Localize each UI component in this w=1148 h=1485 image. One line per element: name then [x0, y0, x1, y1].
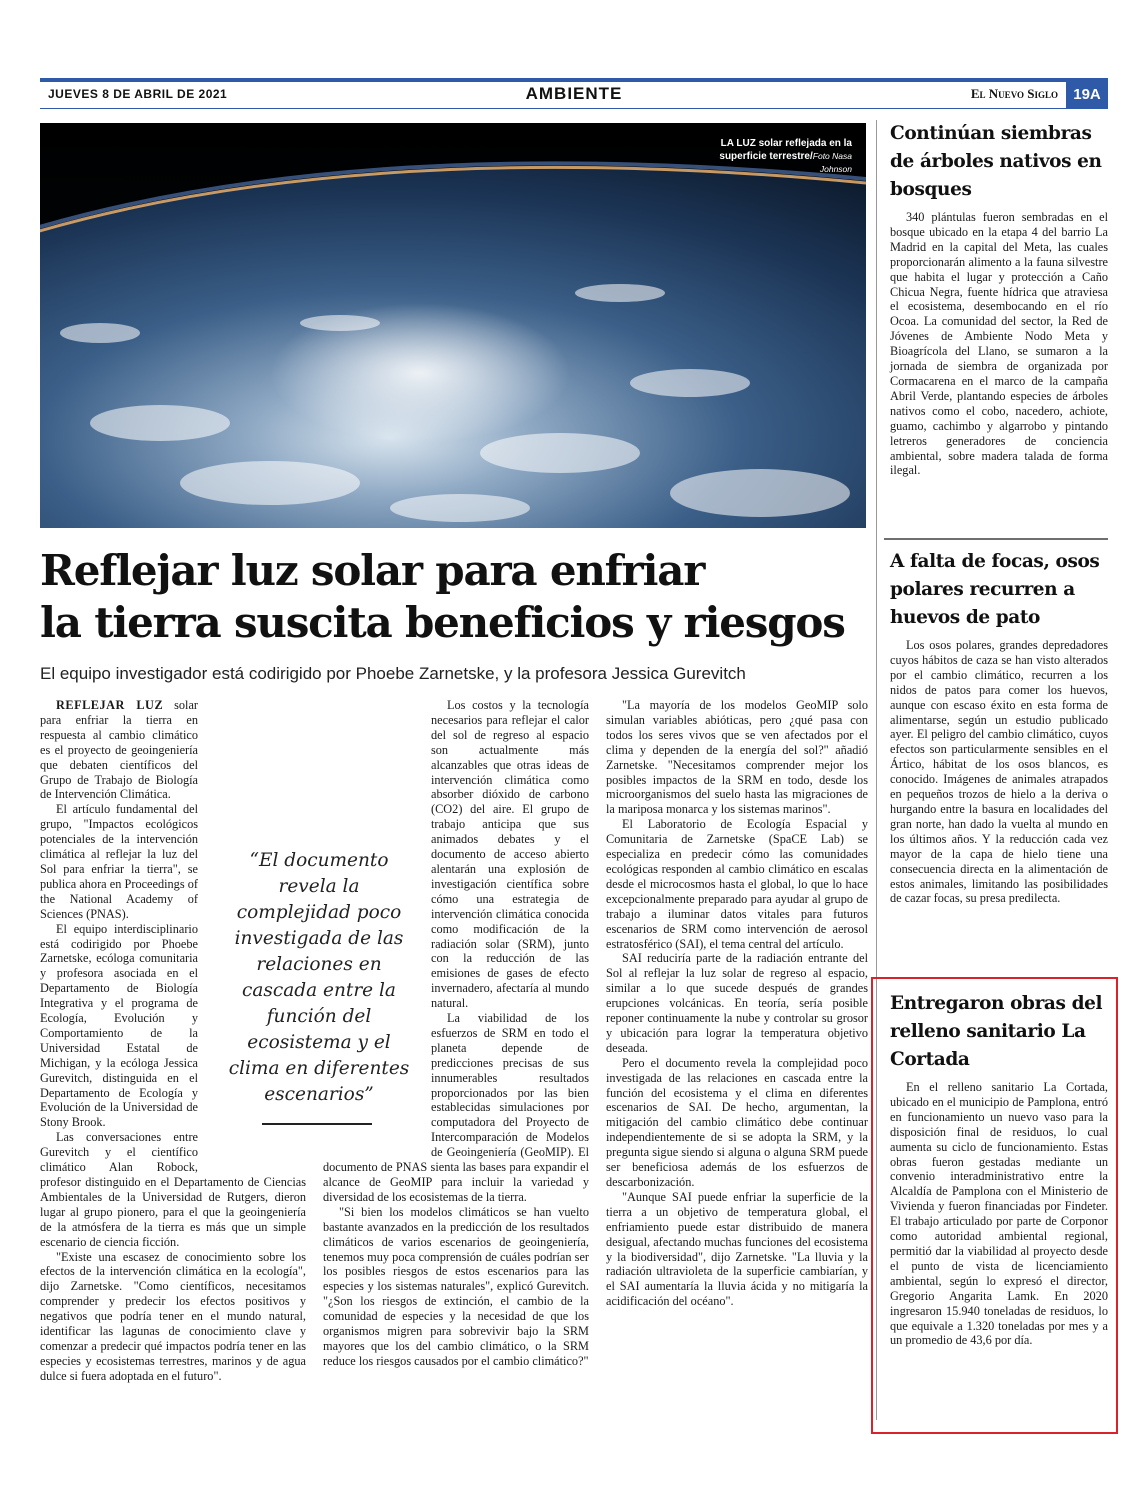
article-paragraph: "Existe una escasez de conocimiento sobre los efectos de la intervención climática en la ecología", dijo Zarnetske. "Como científicos, necesitamos comprender y predecir los efectos positivos y negativos que podría tener en el mundo natural, identificar las lagunas de conocimiento clave y comenzar a predecir qué impactos podría tener en las especies y ecosistemas terrestres, marinos y de agua dulce si fuera adoptada en el futuro". [40, 1249, 306, 1383]
photo-caption [702, 137, 852, 176]
article-paragraph [40, 698, 306, 802]
earth-from-space-photo [40, 123, 866, 528]
lead-caps: REFLEJAR LUZ [56, 698, 164, 712]
article-paragraph: Pero el documento revela la complejidad poco investigada de las relaciones en cascada entre la función del ecosistema y el clima en diferentes escenarios de SAI. De hecho, argumentan, la mitigación del cambio climático debe continuar independientemente de si se adopta la SRM, y la pregunta sigue siendo si alguna o alguna SRM puede ser beneficiosa además de los esfuerzos de descarbonización. [606, 1055, 868, 1189]
page-header [40, 78, 1108, 109]
article-subhead: El equipo investigador está codirigido por Phoebe Zarnetske, y la profesora Jessica Gurevitch [40, 664, 746, 683]
brief-body: En el relleno sanitario La Cortada, ubicado en el municipio de Pamplona, entró en funcionamiento un nuevo vaso para la disposición final de residuos, lo cual aumenta su ciclo de funcionamiento. Estas obras fueron gestadas mediante un convenio interadministrativo entre la Alcaldía de Pamplona con el Ministerio de Vivienda y fueron financiadas por Findeter. El trabajo articulado por parte de Corponor como autoridad ambiental regional, permitió dar la viabilidad al proyecto desde el punto de vista de licenciamiento ambiental, según lo expresó el director, Gregorio Angarita Lamk. En 2020 ingresaron 15.940 toneladas de residuos, lo que equivale a 1.320 toneladas por mes y a un promedio de 43,6 por día. [890, 1080, 1108, 1348]
brief-tree-planting [890, 120, 1108, 478]
photo-caption-text: LA LUZ solar reflejada en la superficie terrestre/ [719, 138, 852, 162]
brief-title: Continúan siembras de árboles nativos en bosques [890, 123, 1102, 200]
article-headline [40, 545, 866, 649]
article-paragraph: Las conversaciones entre Gurevitch y el científico climático Alan Robock, profesor distinguido en el Departamento de Ciencias Ambientales de la Universidad de Rutgers, dieron lugar al grupo pionero, para el que la geoingeniería de la atmósfera de la tierra es más que un simple escenario de ciencia ficción. [40, 1130, 306, 1249]
article-paragraph: El artículo fundamental del grupo, "Impactos ecológicos potenciales de la intervención climática al reflejar la luz del Sol para enfriar la tierra", se publica ahora en Proceedings of the National Academy of Sciences (PNAS). [40, 802, 198, 921]
headline-line-1: Reflejar luz solar para enfriar [40, 546, 705, 595]
article-paragraph: Los costos y la tecnología necesarios para reflejar el calor del sol de regreso al espacio son actualmente más alcanzables que otras ideas de intervención climática como absorber dióxido de carbono (CO2) del aire. El grupo de trabajo anticipa que sus animados debates y el documento de acceso abierto alentarán una explosión de investigación científica sobre cómo una estrategia de intervención climática conocida como modificación de la radiación solar (SRM), junto con la reducción de las emisiones de gases de efecto invernadero, afectaría al mundo natural. [431, 698, 589, 1011]
article-paragraph: "La mayoría de los modelos GeoMIP solo simulan variables abióticas, pero ¿qué pasa con todos los seres vivos que se ven afectados por el clima y dependen de la energía del sol?" añadió Zarnetske. "Necesitamos comprender mejor los posibles impactos de la SRM en todo, desde los microorganismos del suelo hasta las migraciones de la mariposa monarca y los sistemas marinos". [606, 698, 868, 817]
publication-date: JUEVES 8 DE ABRIL DE 2021 [48, 87, 228, 101]
article-paragraph: "Si bien los modelos climáticos se han vuelto bastante avanzados en la predicción de los resultados climáticos de varios escenarios de geoingeniería, tenemos muy poca comprensión de cuáles podrían ser los posibles riesgos de estos escenarios para las especies y los sistemas naturales", explicó Gurevitch. "¿Son los riesgos de extinción, el cambio de la comunidad de especies y la necesidad de que los organismos migren para sobrevivir bajo la SRM mayores que los del cambio climático, o la SRM reduce los riesgos causados por el cambio climático?" [323, 1204, 589, 1368]
brief-separator [884, 538, 1108, 540]
pull-quote: “El documento revela la complejidad poco investigada de las relaciones en cascada entre la función del ecosistema y el clima en diferentes escenarios” [228, 850, 410, 1105]
photo-credit: Foto Nasa Johnson [812, 151, 852, 174]
paragraph-text: solar para enfriar la tierra en respuesta al cambio climático es el proyecto de geoingeniería que debaten científicos del Grupo de Trabajo de Biología de Intervención Climática. [40, 698, 198, 802]
headline-line-2: la tierra suscita beneficios y riesgos [40, 598, 845, 647]
newspaper-name: El Nuevo Siglo [970, 86, 1058, 101]
article-paragraph: El Laboratorio de Ecología Espacial y Comunitaria de Zarnetske (SpaCE Lab) se especializa en predecir cómo las comunidades ecológicas responden al cambio climático en escalas desde el microcosmos hasta el global, lo que lo hace excepcionalmente preparado para ayudar al grupo de trabajo a iluminar datos vitales para futuros escenarios de SRM como intervención de aerosol estratosférico (SAI), el tema central del artículo. [606, 817, 868, 951]
page-number: 19A [1066, 82, 1108, 108]
brief-polar-bears [890, 548, 1108, 906]
article-paragraph: "Aunque SAI puede enfriar la superficie de la tierra a un objetivo de temperatura global, el enfriamiento puede estar distribuido de manera desigual, afectando muchas funciones del ecosistema y la biodiversidad", dijo Zarnetske. "La lluvia y la radiación ultravioleta de la superficie cambiarían, y el SAI aumentaría la lluvia ácida y no mitigaría la acidificación del océano". [606, 1189, 868, 1309]
brief-body: 340 plántulas fueron sembradas en el bosque ubicado en la etapa 4 del barrio La Madrid en la capital del Meta, las cuales proporcionarán alimento a la fauna silvestre que habita el lugar y protección a Caño Chicua Negra, fuente hídrica que atraviesa el ecosistema, desembocando en el río Ocoa. La comunidad del sector, la Red de Jóvenes de Ambiente Nodo Meta y Bioagrícola del Llano, se sumaron a la jornada de siembra de organizada por Cormacarena en el marco de la campaña Abril Verde, plantando especies de árboles nativos como el cobo, nacedero, achiote, guamo, cachimbo y algarrobo y pintando letreros generadores de conciencia ambiental, sobre madera talada de forma ilegal. [890, 210, 1108, 478]
pull-quote-rule [262, 1123, 372, 1125]
brief-title: Entregaron obras del relleno sanitario La Cortada [890, 993, 1103, 1070]
article-paragraph: La viabilidad de los esfuerzos de SRM en todo el planeta depende de predicciones precisas de sus innumerables resultados proporcionados por las bien establecidas simulaciones por computadora del Proyecto de Intercomparación de Modelos de Geoingeniería (GeoMIP). El documento de PNAS sienta las bases para expandir el alcance de GeoMIP para incluir la variedad y diversidad de los ecosistemas de la tierra. [323, 1011, 589, 1204]
brief-body: Los osos polares, grandes depredadores cuyos hábitos de caza se han visto alterados por el cambio climático, recurren a los nidos de patos para comer los huevos, aunque con escaso éxito en esta forma de alimentarse, según un estudio publicado ayer. El peligro del cambio climático, cuyos efectos son particularmente sensibles en el Ártico, hábitat de los osos blancos, es conocido. Imágenes de animales atrapados en pequeños trozos de hielo a la deriva o hurgando entre la basura en localidades del gran norte, han dado la vuelta al mundo en los últimos años. Y la reducción cada vez mayor de la capa de hielo tiene una consecuencia directa en la alimentación de estos animales, limitando las posibilidades de cazar focas, su presa predilecta. [890, 638, 1108, 906]
article-paragraph: El equipo interdisciplinario está codirigido por Phoebe Zarnetske, ecóloga comunitaria y profesora asociada en el Departamento de Biología Integrativa y el programa de Ecología, Evolución y Comportamiento de la Universidad Estatal de Michigan, y la ecóloga Jessica Gurevitch, distinguida en el Departamento de Ecología y Evolución de la Universidad de Stony Brook. [40, 921, 198, 1130]
earth-illustration [40, 123, 866, 528]
section-name: AMBIENTE [525, 84, 623, 103]
article-column-3 [606, 698, 868, 1309]
highlight-box [871, 977, 1118, 1434]
brief-title: A falta de focas, osos polares recurren a huevos de pato [890, 551, 1100, 628]
article-paragraph: SAI reduciría parte de la radiación entrante del Sol al reflejar la luz solar de regreso al espacio, similar a lo que sucede después de grandes erupciones volcánicas. En teoría, sería posible reponer continuamente la nube y controlar su grosor y ubicación para lograr la temperatura objetivo deseada. [606, 951, 868, 1055]
